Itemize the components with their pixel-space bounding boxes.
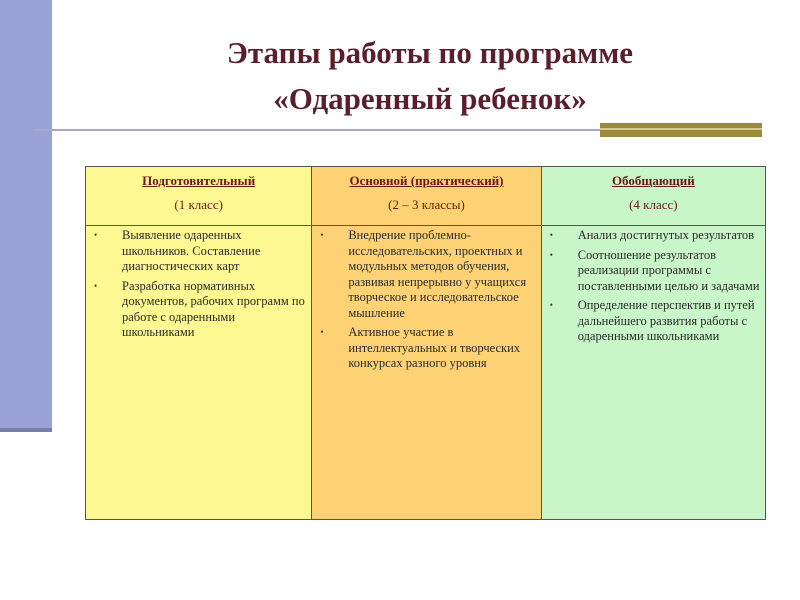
list-item bbox=[550, 298, 761, 345]
list-item bbox=[94, 228, 307, 275]
stage-name: Основной (практический) bbox=[349, 173, 504, 188]
slide-title bbox=[60, 30, 800, 122]
bullet-icon: • bbox=[94, 280, 98, 291]
list-item bbox=[94, 279, 307, 341]
stage-header-main bbox=[312, 167, 541, 226]
bullet-icon: • bbox=[94, 230, 98, 240]
list-item-text: Анализ достигнутых результатов bbox=[577, 228, 755, 242]
stage-items bbox=[312, 228, 540, 372]
stage-grade: (2 – 3 классы) bbox=[388, 197, 465, 212]
stage-body-summary bbox=[541, 226, 765, 520]
stage-items bbox=[542, 228, 765, 345]
title-accent-block bbox=[600, 123, 762, 137]
stage-items bbox=[86, 228, 311, 341]
list-item bbox=[320, 228, 536, 321]
list-item-text: Разработка нормативных документов, рабочих программ по работе с одаренными школьниками bbox=[122, 278, 305, 339]
list-item-text: Соотношение результатов реализации программы с поставленными целью и задачами bbox=[577, 247, 760, 293]
stage-name: Подготовительный bbox=[142, 173, 256, 188]
list-item bbox=[320, 325, 536, 372]
list-item bbox=[550, 248, 761, 295]
list-item-text: Выявление одаренных школьников. Составление диагностических карт bbox=[122, 228, 261, 273]
list-item-text: Определение перспектив и путей дальнейшего развития работы с одаренными школьниками bbox=[577, 298, 755, 343]
slide-title-line-2: «Одаренный ребенок» bbox=[273, 81, 587, 116]
left-decor-bar-edge bbox=[0, 428, 52, 432]
stage-grade: (1 класс) bbox=[174, 197, 223, 212]
bullet-icon: • bbox=[549, 300, 553, 310]
list-item-text: Активное участие в интеллектуальных и творческих конкурсах разного уровня bbox=[348, 325, 521, 370]
bullet-icon: • bbox=[549, 230, 553, 240]
bullet-icon: • bbox=[320, 327, 324, 337]
list-item-text: Внедрение проблемно-исследовательских, проектных и модульных методов обучения, развивая непрерывно у учащихся творческое и исследовательское мышление bbox=[348, 228, 527, 320]
stage-header-summary bbox=[541, 167, 765, 226]
bullet-icon: • bbox=[320, 230, 324, 240]
slide-title-line-1: Этапы работы по программе bbox=[226, 35, 634, 70]
left-decor-bar bbox=[0, 0, 52, 432]
list-item bbox=[550, 228, 761, 244]
stages-body-row bbox=[86, 226, 766, 520]
stage-body-main bbox=[312, 226, 541, 520]
stages-table bbox=[85, 166, 766, 520]
stages-header-row bbox=[86, 167, 766, 226]
stage-name: Обобщающий bbox=[611, 173, 695, 188]
stage-grade: (4 класс) bbox=[629, 197, 678, 212]
bullet-icon: • bbox=[549, 249, 553, 260]
stage-body-preparatory bbox=[86, 226, 312, 520]
stage-header-preparatory bbox=[86, 167, 312, 226]
